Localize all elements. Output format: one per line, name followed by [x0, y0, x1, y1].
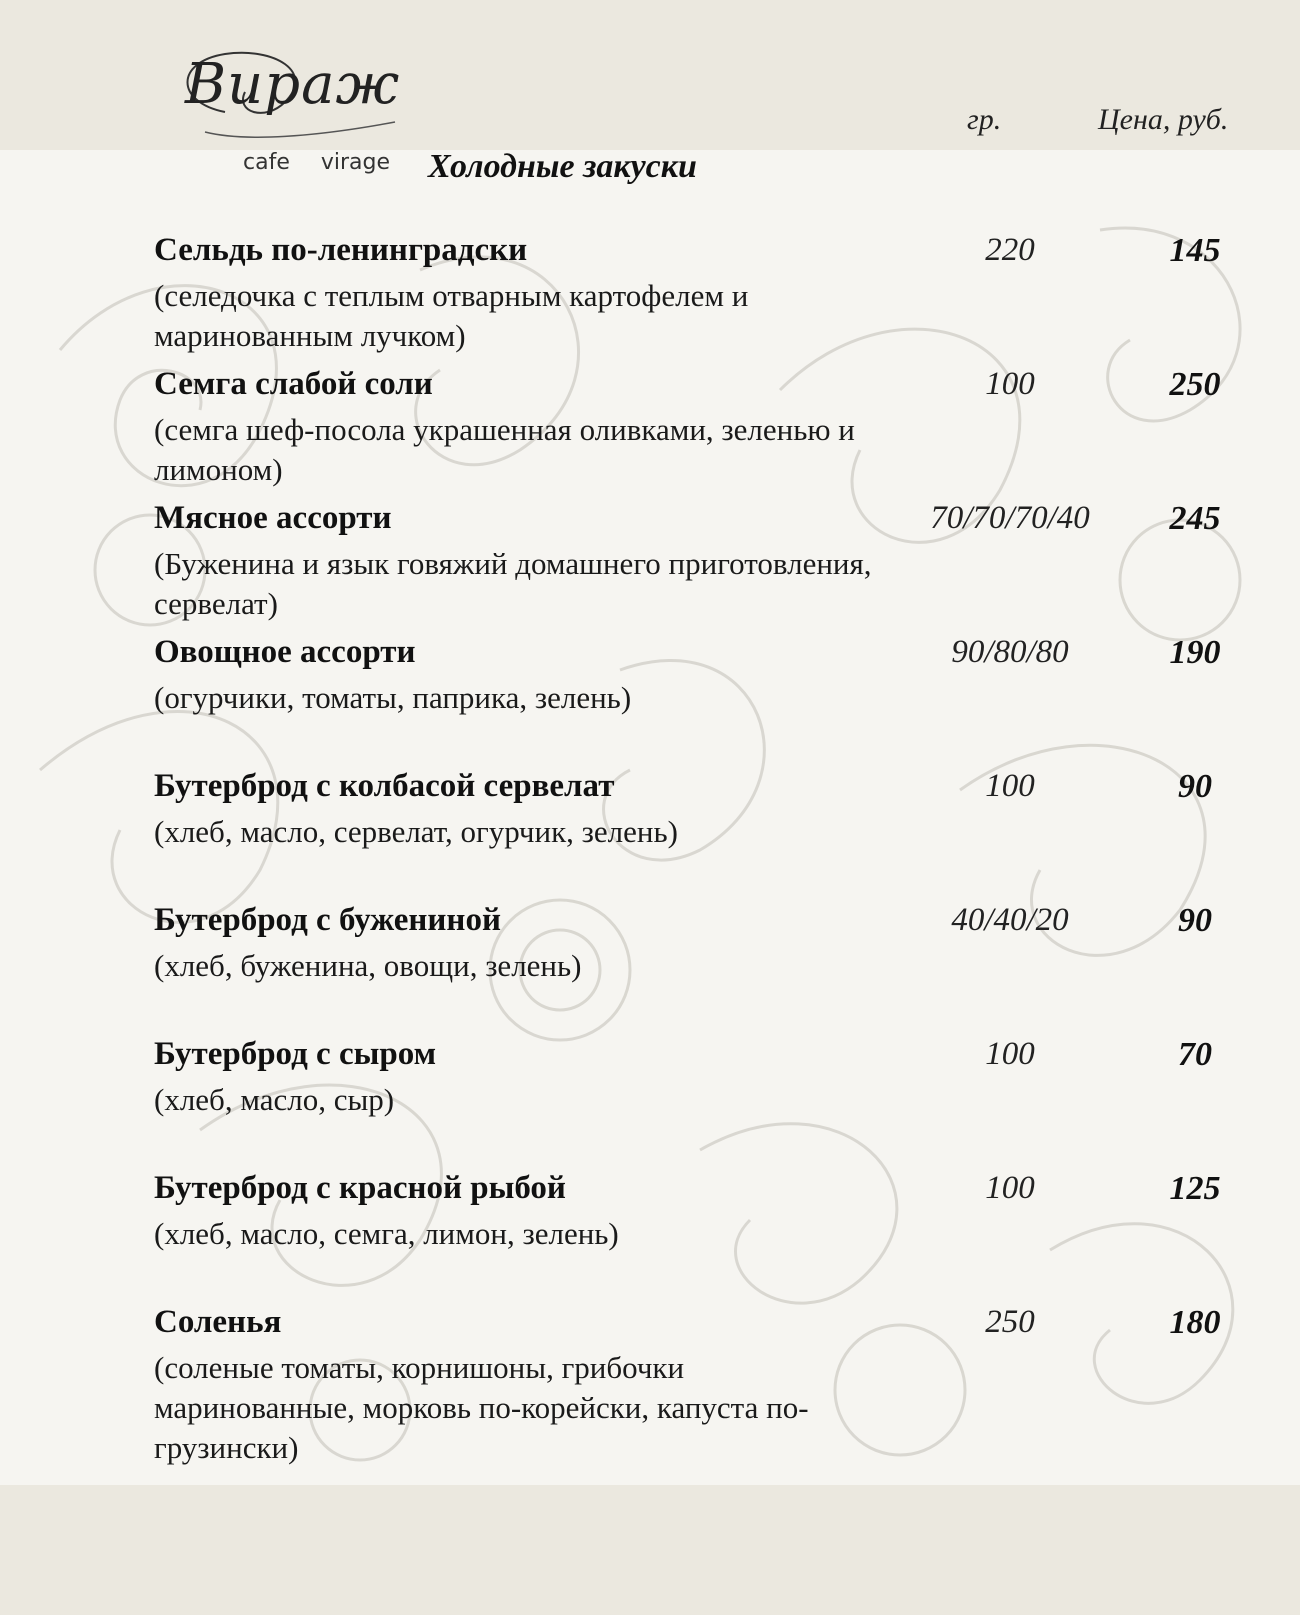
logo-script: Вираж	[185, 52, 401, 117]
item-weight: 100	[985, 1170, 1035, 1206]
item-name: Мясное ассорти	[154, 500, 392, 536]
logo-subtitle: cafe virage	[243, 150, 391, 175]
item-price: 190	[1169, 634, 1221, 671]
item-weight: 100	[985, 768, 1035, 804]
item-name: Бутерброд с бужениной	[154, 902, 501, 938]
cafe-logo	[165, 42, 465, 175]
item-name: Овощное ассорти	[154, 634, 416, 670]
item-price: 125	[1169, 1170, 1221, 1207]
item-description: (хлеб, масло, сыр)	[154, 1082, 395, 1117]
item-price: 245	[1169, 500, 1221, 537]
item-weight: 100	[985, 366, 1035, 402]
item-weight: 100	[985, 1036, 1035, 1072]
item-description: (соленые томаты, корнишоны, грибочки маринованные, морковь по-корейски, капуста по-грузински)	[154, 1350, 809, 1465]
item-name: Сельдь по-ленинградски	[154, 232, 528, 268]
item-name: Соленья	[154, 1304, 282, 1340]
item-name: Бутерброд с колбасой сервелат	[154, 768, 615, 804]
item-price: 250	[1169, 366, 1221, 403]
item-weight: 250	[985, 1304, 1035, 1340]
item-description: (семга шеф-посола украшенная оливками, зеленью и лимоном)	[154, 412, 855, 487]
item-description: (хлеб, масло, сервелат, огурчик, зелень)	[154, 814, 678, 849]
item-price: 145	[1169, 232, 1221, 269]
item-price: 90	[1178, 768, 1212, 805]
item-description: (Буженина и язык говяжий домашнего приготовления, сервелат)	[154, 546, 872, 621]
item-weight: 70/70/70/40	[930, 500, 1090, 536]
item-weight: 40/40/20	[951, 902, 1069, 938]
weight-column-header: гр.	[967, 103, 1002, 136]
item-description: (огурчики, томаты, паприка, зелень)	[154, 680, 632, 715]
price-column-header: Цена, руб.	[1098, 103, 1229, 136]
item-description: (хлеб, масло, семга, лимон, зелень)	[154, 1216, 619, 1251]
item-description: (хлеб, буженина, овощи, зелень)	[154, 948, 582, 983]
item-weight: 90/80/80	[951, 634, 1069, 670]
item-price: 70	[1178, 1036, 1212, 1073]
item-name: Бутерброд с сыром	[154, 1036, 437, 1072]
item-name: Бутерброд с красной рыбой	[154, 1170, 566, 1206]
item-price: 180	[1169, 1304, 1221, 1341]
item-description: (селедочка с теплым отварным картофелем и маринованным лучком)	[154, 278, 749, 353]
item-price: 90	[1178, 902, 1212, 939]
item-name: Семга слабой соли	[154, 366, 433, 402]
section-title: Холодные закуски	[428, 148, 697, 185]
item-weight: 220	[985, 232, 1035, 268]
